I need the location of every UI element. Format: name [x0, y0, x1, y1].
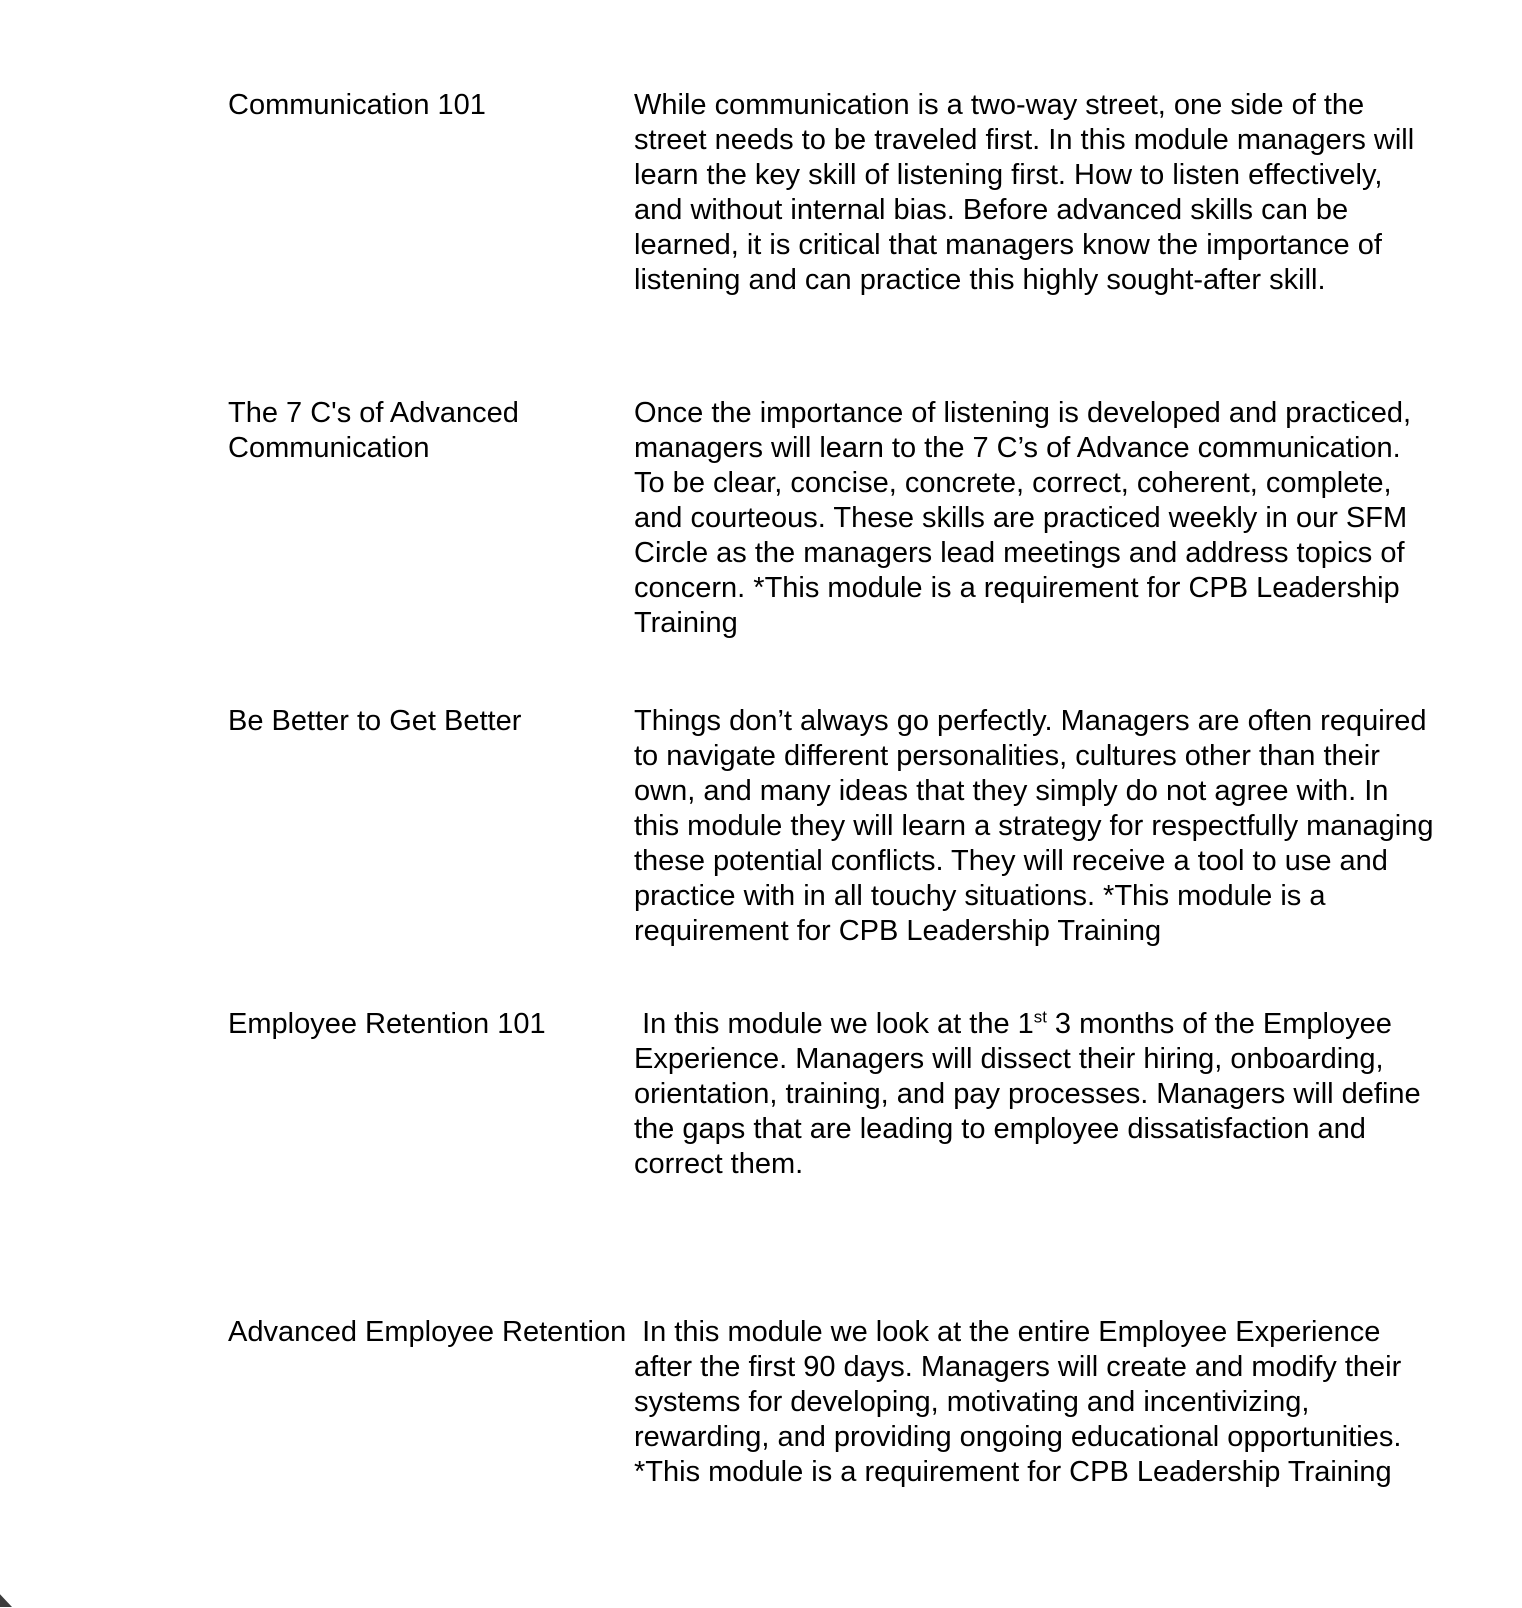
module-row-7cs-advanced-communication	[228, 396, 1434, 641]
module-description	[634, 1007, 1434, 1182]
module-title: Communication 101	[228, 89, 486, 121]
module-description: While communication is a two-way street, one side of the street needs to be traveled first. In this module managers will learn the key skill of listening first. How to listen effectively, and without internal bias. Before advanced skills can be learned, it is critical that managers know the importance of listening and can practice this highly sought-after skill.	[634, 89, 1423, 296]
description-text-post: 3 months of the Employee Experience. Managers will dissect their hiring, onboarding, orientation, training, and pay processes. Managers will define the gaps that are leading to employee dissatisfaction and correct them.	[634, 1008, 1429, 1180]
module-row-communication-101	[228, 88, 1434, 298]
ordinal-superscript: st	[1033, 1007, 1047, 1027]
module-row-be-better-to-get-better	[228, 704, 1442, 949]
module-row-advanced-employee-retention	[228, 1315, 1434, 1490]
module-description: In this module we look at the entire Employee Experience after the first 90 days. Managers will create and modify their systems for developing, motivating and incentivizing, rewarding, and providing ongoing educational opportunities. *This module is a requirement for CPB Leadership Training	[634, 1316, 1410, 1488]
module-title: The 7 C's of Advanced Communication	[228, 397, 519, 464]
module-title: Be Better to Get Better	[228, 705, 522, 737]
module-description: Once the importance of listening is developed and practiced, managers will learn to the 7 C’s of Advance communication. To be clear, concise, concrete, correct, coherent, complete, and courteous. These skills are practiced weekly in our SFM Circle as the managers lead meetings and address topics of concern. *This module is a requirement for CPB Leadership Training	[634, 397, 1420, 639]
corner-artifact	[0, 1592, 12, 1607]
module-description: Things don’t always go perfectly. Managers are often required to navigate different personalities, cultures other than their own, and many ideas that they simply do not agree with. In this module they will learn a strategy for respectfully managing these potential conflicts. They will receive a tool to use and practice with in all touchy situations. *This module is a requirement for CPB Leadership Training	[634, 705, 1442, 947]
module-row-employee-retention-101	[228, 1007, 1434, 1182]
module-title: Employee Retention 101	[228, 1008, 546, 1040]
module-title: Advanced Employee Retention	[228, 1316, 627, 1348]
description-text-pre: In this module we look at the 1	[634, 1008, 1034, 1040]
